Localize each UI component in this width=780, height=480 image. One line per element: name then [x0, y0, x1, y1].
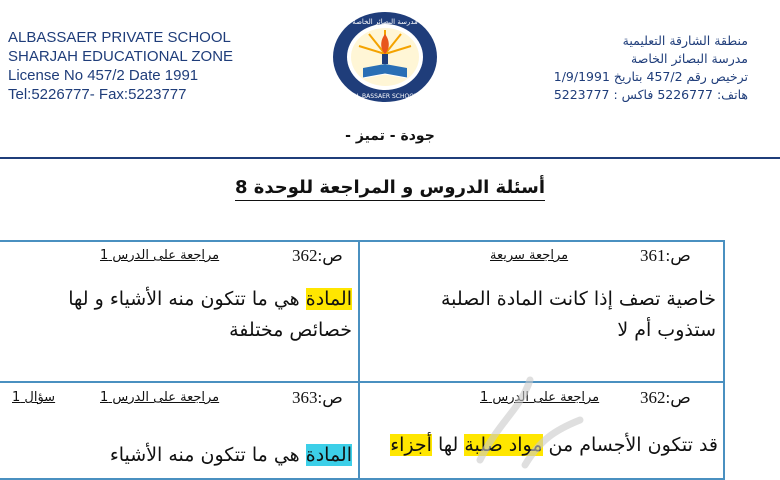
- table-column-divider: [358, 240, 360, 480]
- cell-text: [378, 284, 716, 346]
- header-line: منطقة الشارقة التعليمية: [622, 33, 748, 48]
- header-line: ALBASSAER PRIVATE SCHOOL: [8, 29, 231, 46]
- text-part: هي ما تتكون منه الأشياء: [109, 444, 306, 466]
- highlighted-term: أجزاء: [390, 434, 432, 456]
- text-part: لها: [431, 434, 465, 456]
- cell-text: [366, 430, 718, 461]
- text-part: خاصية تصف إذا كانت المادة الصلبة ستذوب أم لا: [440, 288, 716, 341]
- highlighted-term: المادة: [305, 288, 352, 310]
- header-line: مدرسة البصائر الخاصة: [631, 51, 748, 66]
- text-part: قد تتكون الأجسام من: [542, 434, 718, 456]
- school-motto: جودة - تميز -: [345, 128, 435, 144]
- school-header-arabic: [478, 32, 748, 104]
- highlighted-term: المادة: [305, 444, 352, 466]
- cell-text: [10, 284, 352, 346]
- page-title-text: أسئلة الدروس و المراجعة للوحدة 8: [235, 177, 545, 201]
- cell-label: مراجعة على الدرس 1: [100, 248, 220, 263]
- header-line: هاتف: 5226777 فاكس : 5223777: [553, 87, 748, 102]
- cell-label: مراجعة على الدرس 1: [100, 390, 220, 405]
- header-line: License No 457/2 Date 1991: [8, 67, 199, 84]
- cell-text: [10, 440, 352, 471]
- header-line: Tel:5226777- Fax:5223777: [8, 86, 187, 103]
- page-title: [190, 177, 590, 198]
- header-line: SHARJAH EDUCATIONAL ZONE: [8, 48, 234, 65]
- cell-label: مراجعة على الدرس 1: [480, 390, 600, 405]
- header-line: ترخيص رقم 457/2 بتاريخ 1/9/1991: [553, 69, 748, 84]
- school-logo: [331, 10, 439, 104]
- page-number: ص:362: [292, 246, 343, 265]
- page-number: ص:363: [292, 388, 343, 407]
- page-number: ص:361: [640, 246, 691, 265]
- school-header-english: [8, 28, 308, 104]
- table-row-divider: [0, 381, 725, 383]
- cell-label: مراجعة سريعة: [490, 248, 569, 263]
- logo-arabic-text: مدرسة البصائر الخاصة: [352, 18, 418, 26]
- header-divider: [0, 157, 780, 159]
- highlighted-term: مواد صلبة: [464, 434, 543, 456]
- page-number: ص:362: [640, 388, 691, 407]
- text-part: هي ما تتكون منه الأشياء و لها خصائص مختلفة: [68, 288, 352, 341]
- logo-english-text: AL BASSAER SCHOOL: [352, 93, 418, 100]
- question-label: سؤال 1: [12, 390, 56, 405]
